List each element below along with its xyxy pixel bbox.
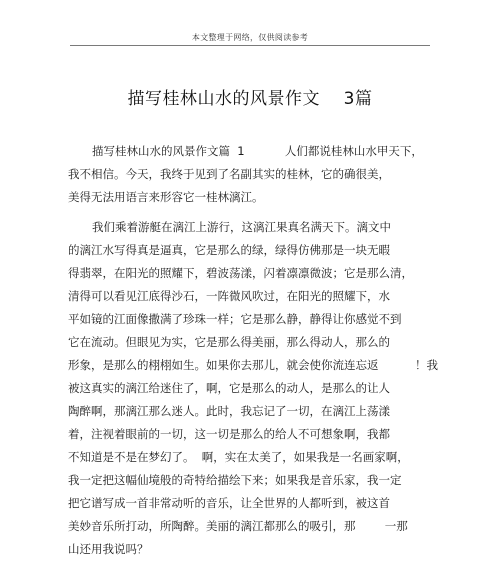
paragraph-2-line-5: 平如镜的江面像撒满了珍珠一样；它是那么静，静得让你感觉不到 — [68, 312, 402, 326]
paragraph-2-line-6: 它在流动。但眼见为实，它是那么得美丽，那么得动人，那么的 — [68, 335, 390, 349]
paragraph-2-line-3: 得翡翠，在阳光的照耀下，碧波荡漾，闪着凛凛微波；它是那么清， — [68, 266, 413, 280]
paragraph-1-line-1: 描写桂林山水的风景作文篇 1 人们都说桂林山水甲天下， — [92, 144, 423, 158]
paragraph-2-line-11: 不知道是不是在梦幻了。 啊，实在太美了，如果我是一名画家啊， — [68, 450, 409, 464]
paragraph-2-line-4: 清得可以看见江底得沙石，一阵微风吹过，在阳光的照耀下，水 — [68, 289, 390, 303]
paragraph-2-line-15: 山还用我说吗？ — [68, 542, 149, 556]
paragraph-2-line-2: 的漓江水写得真是逼真，它是那么的绿，绿得仿佛那是一块无暇 — [68, 243, 390, 257]
paragraph-2-line-10: 着，注视着眼前的一切，这一切是那么的给人不可想象啊，我都 — [68, 427, 390, 441]
paragraph-2-line-14: 美妙音乐所打动，所陶醉。美丽的漓江都那么的吸引，那 一那 — [68, 519, 408, 533]
paragraph-2-line-7: 形象，是那么的栩栩如生。如果你去那儿，就会使你流连忘返 ！我 — [68, 358, 439, 372]
paragraph-2-line-8: 被这真实的漓江给迷住了，啊，它是那么的动人，是那么的让人 — [68, 381, 390, 395]
paragraph-2-line-13: 把它谱写成一首非常动听的音乐，让全世界的人都听到，被这首 — [68, 496, 390, 510]
header-note: 本文整理于网络，仅供阅读参考 — [191, 33, 309, 42]
paragraph-1-line-3: 美得无法用语言来形容它一桂林漓江。 — [68, 190, 264, 204]
paragraph-2-line-12: 我一定把这幅仙境般的奇特给描绘下来；如果我是音乐家，我一定 — [68, 473, 402, 487]
paragraph-2-line-1: 我们乘着游艇在漓江上游行，这漓江果真名满天下。漓文中 — [92, 220, 391, 234]
paragraph-2-line-9: 陶醉啊，那漓江那么迷人。此时，我忘记了一切，在漓江上荡漾 — [68, 404, 390, 418]
document-title: 描写桂林山水的风景作文 3篇 — [127, 89, 373, 109]
header-rule — [70, 45, 430, 46]
document-body — [68, 140, 439, 561]
paragraph-1-line-2: 我不相信。今天，我终于见到了名副其实的桂林，它的确很美， — [68, 167, 390, 181]
